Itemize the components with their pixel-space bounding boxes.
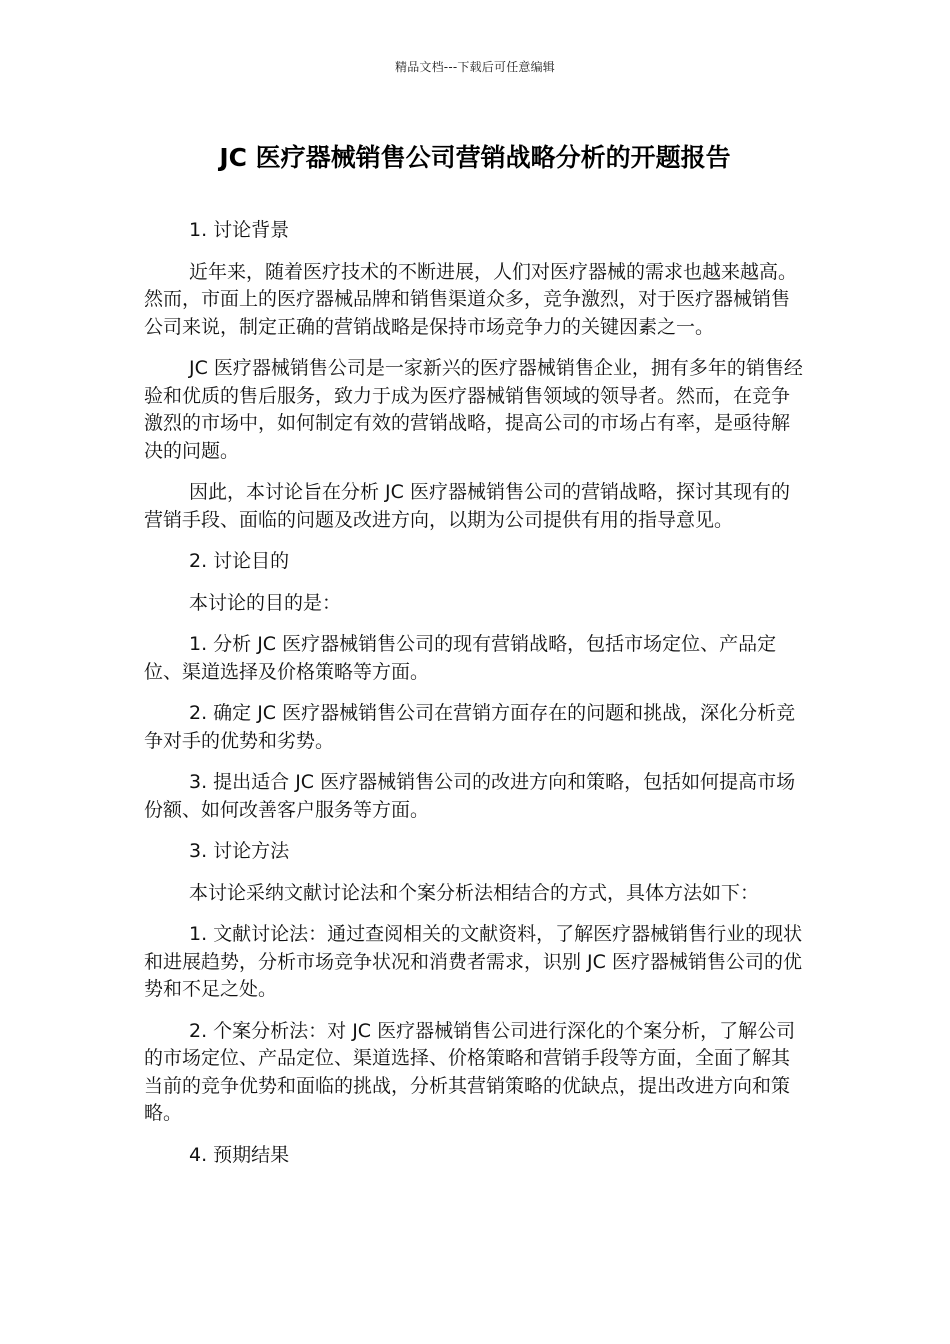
list-item-purpose-3: 3. 提出适合 JC 医疗器械销售公司的改进方向和策略，包括如何提高市场份额、如何改善客户服务等方面。 (144, 771, 796, 821)
paragraph-background-3: 因此，本讨论旨在分析 JC 医疗器械销售公司的营销战略，探讨其现有的营销手段、面临的问题及改进方向，以期为公司提供有用的指导意见。 (144, 481, 790, 531)
document-title: JC 医疗器械销售公司营销战略分析的开题报告 (219, 143, 731, 172)
paragraph-background-2: JC 医疗器械销售公司是一家新兴的医疗器械销售企业，拥有多年的销售经验和优质的售后服务，致力于成为医疗器械销售领域的领导者。然而，在竞争激烈的市场中，如何制定有效的营销战略，提高公司的市场占有率，是亟待解决的问题。 (144, 357, 803, 462)
list-item-purpose-2: 2. 确定 JC 医疗器械销售公司在营销方面存在的问题和挑战，深化分析竞争对手的优势和劣势。 (144, 702, 796, 752)
section-heading-expected-results: 4. 预期结果 (189, 1143, 290, 1166)
paragraph-method-intro: 本讨论采纳文献讨论法和个案分析法相结合的方式，具体方法如下： (189, 881, 760, 904)
list-item-method-2: 2. 个案分析法：对 JC 医疗器械销售公司进行深化的个案分析，了解公司的市场定位、产品定位、渠道选择、价格策略和营销手段等方面，全面了解其当前的竞争优势和面临的挑战，分析其营销策略的优缺点，提出改进方向和策略。 (144, 1019, 796, 1124)
list-item-method-1: 1. 文献讨论法：通过查阅相关的文献资料，了解医疗器械销售行业的现状和进展趋势，分析市场竞争状况和消费者需求，识别 JC 医疗器械销售公司的优势和不足之处。 (144, 923, 803, 1000)
section-heading-purpose: 2. 讨论目的 (189, 550, 290, 572)
section-heading-method: 3. 讨论方法 (189, 840, 290, 862)
header-note: 精品文档---下载后可任意编辑 (395, 60, 555, 74)
paragraph-background-1: 近年来，随着医疗技术的不断进展，人们对医疗器械的需求也越来越高。然而，市面上的医疗器械品牌和销售渠道众多，竞争激烈，对于医疗器械销售公司来说，制定正确的营销战略是保持市场竞争力的关键因素之一。 (144, 260, 798, 338)
paragraph-purpose-intro: 本讨论的目的是： (189, 591, 342, 614)
list-item-purpose-1: 1. 分析 JC 医疗器械销售公司的现有营销战略，包括市场定位、产品定位、渠道选择及价格策略等方面。 (144, 633, 777, 683)
document-body (144, 217, 808, 1183)
section-heading-background: 1. 讨论背景 (189, 219, 290, 241)
